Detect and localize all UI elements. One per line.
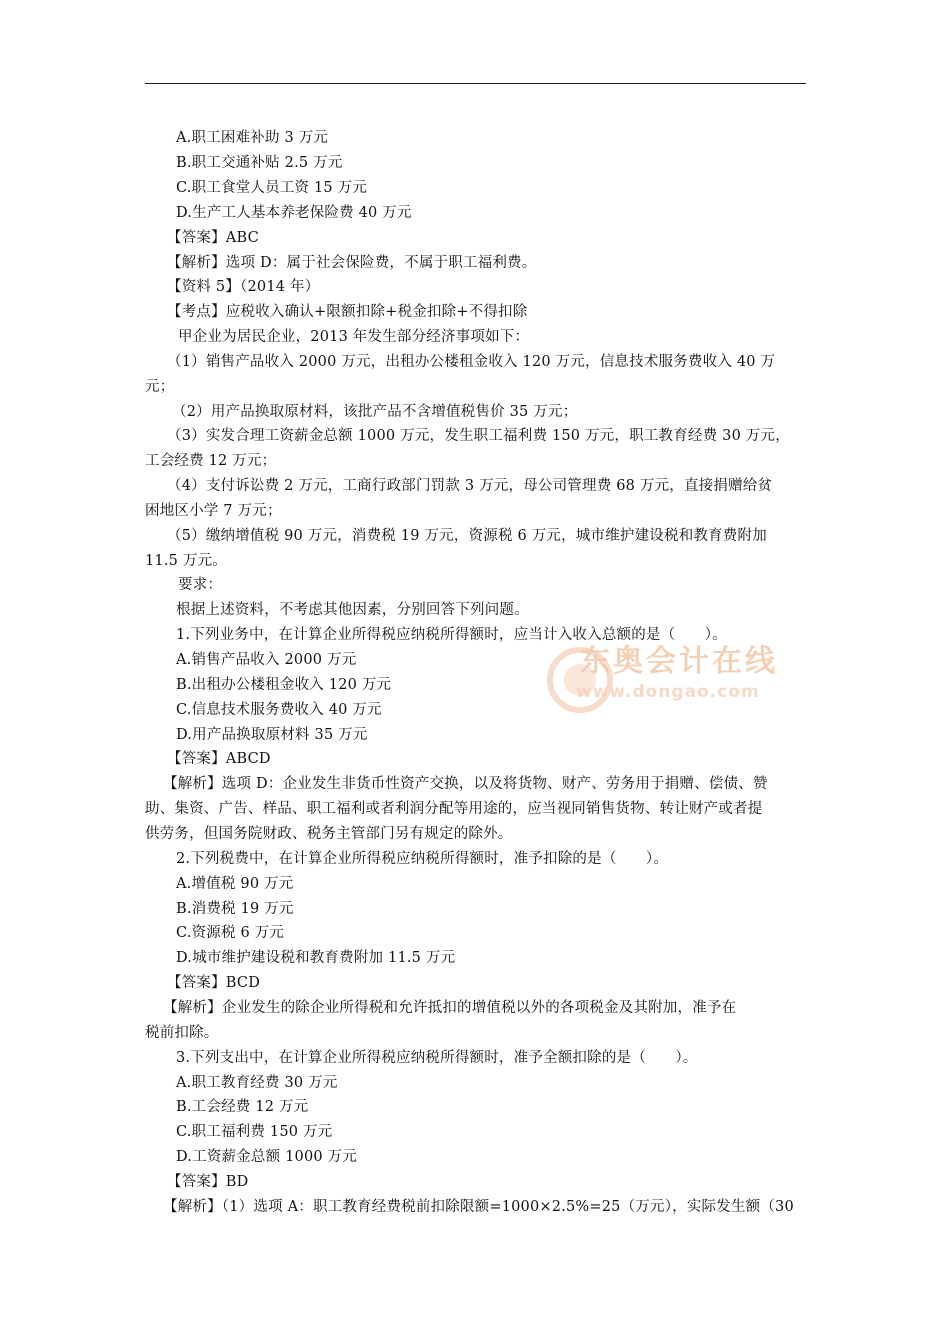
option-line: A.职工困难补助 3 万元 <box>176 130 329 146</box>
paragraph-line: （2）用产品换取原材料，该批产品不含增值税售价 35 万元； <box>172 404 578 420</box>
option-line: D.城市维护建设税和教育费附加 11.5 万元 <box>176 950 456 966</box>
analysis-line: 【解析】选项 D：属于社会保险费，不属于职工福利费。 <box>167 255 537 271</box>
paragraph-line: 根据上述资料，不考虑其他因素，分别回答下列问题。 <box>176 602 529 618</box>
option-line: B.职工交通补贴 2.5 万元 <box>176 155 343 171</box>
paragraph-line: 困地区小学 7 万元； <box>145 503 282 519</box>
option-line: B.消费税 19 万元 <box>176 901 294 917</box>
paragraph-line: （4）支付诉讼费 2 万元，工商行政部门罚款 3 万元，母公司管理费 68 万元，直接捐赠给贫 <box>167 478 773 494</box>
answer-line: 【答案】BCD <box>167 975 261 991</box>
analysis-line: 【解析】企业发生的除企业所得税和允许抵扣的增值税以外的各项税金及其附加，准予在 <box>163 1000 737 1016</box>
requirement-label: 要求： <box>178 577 223 593</box>
paragraph-line: （5）缴纳增值税 90 万元，消费税 19 万元，资源税 6 万元，城市维护建设税和教育费附加 <box>167 528 767 544</box>
option-line: D.生产工人基本养老保险费 40 万元 <box>176 205 412 221</box>
material-heading: 【资料 5】（2014 年） <box>167 279 320 295</box>
option-line: C.信息技术服务费收入 40 万元 <box>176 702 382 718</box>
paragraph-line: 11.5 万元。 <box>145 553 227 569</box>
analysis-line: 税前扣除。 <box>145 1025 219 1041</box>
analysis-line: 供劳务，但国务院财政、税务主管部门另有规定的除外。 <box>145 826 513 842</box>
header-rule <box>145 83 806 84</box>
option-line: D.用产品换取原材料 35 万元 <box>176 727 368 743</box>
watermark-url: www.dongao.com <box>576 682 760 702</box>
option-line: C.职工福利费 150 万元 <box>176 1124 333 1140</box>
paragraph-line: 工会经费 12 万元； <box>145 453 277 469</box>
paragraph-line: （1）销售产品收入 2000 万元，出租办公楼租金收入 120 万元，信息技术服务费收入 40 万 <box>167 354 776 370</box>
question-line: 2.下列税费中，在计算企业所得税应纳税所得额时，准予扣除的是（ ）。 <box>176 851 669 867</box>
option-line: C.职工食堂人员工资 15 万元 <box>176 180 368 196</box>
question-line: 1.下列业务中，在计算企业所得税应纳税所得额时，应当计入收入总额的是（ ）。 <box>176 627 727 643</box>
option-line: A.职工教育经费 30 万元 <box>176 1075 338 1091</box>
option-line: A.增值税 90 万元 <box>176 876 294 892</box>
question-line: 3.下列支出中，在计算企业所得税应纳税所得额时，准予全额扣除的是（ ）。 <box>176 1050 698 1066</box>
analysis-line: 助、集资、广告、样品、职工福利或者利润分配等用途的，应当视同销售货物、转让财产或者提 <box>145 801 763 817</box>
answer-line: 【答案】BD <box>167 1174 249 1190</box>
option-line: B.出租办公楼租金收入 120 万元 <box>176 677 392 693</box>
option-line: A.销售产品收入 2000 万元 <box>176 652 357 668</box>
analysis-line: 【解析】（1）选项 A：职工教育经费税前扣除限额=1000×2.5%=25（万元），实际发生额（30 <box>163 1199 794 1215</box>
watermark-text: 东奥会计在线 <box>580 644 778 679</box>
paragraph-line: （3）实发合理工资薪金总额 1000 万元，发生职工福利费 150 万元，职工教育经费 30 万元， <box>167 428 790 444</box>
answer-line: 【答案】ABC <box>167 230 259 246</box>
option-line: C.资源税 6 万元 <box>176 925 285 941</box>
analysis-line: 【解析】选项 D：企业发生非货币性资产交换，以及将货物、财产、劳务用于捐赠、偿债、赞 <box>163 776 768 792</box>
topic-line: 【考点】应税收入确认+限额扣除+税金扣除+不得扣除 <box>167 304 528 320</box>
answer-line: 【答案】ABCD <box>167 751 271 767</box>
option-line: D.工资薪金总额 1000 万元 <box>176 1149 358 1165</box>
paragraph-line: 甲企业为居民企业，2013 年发生部分经济事项如下： <box>178 329 530 345</box>
paragraph-line: 元； <box>145 379 175 395</box>
option-line: B.工会经费 12 万元 <box>176 1099 309 1115</box>
